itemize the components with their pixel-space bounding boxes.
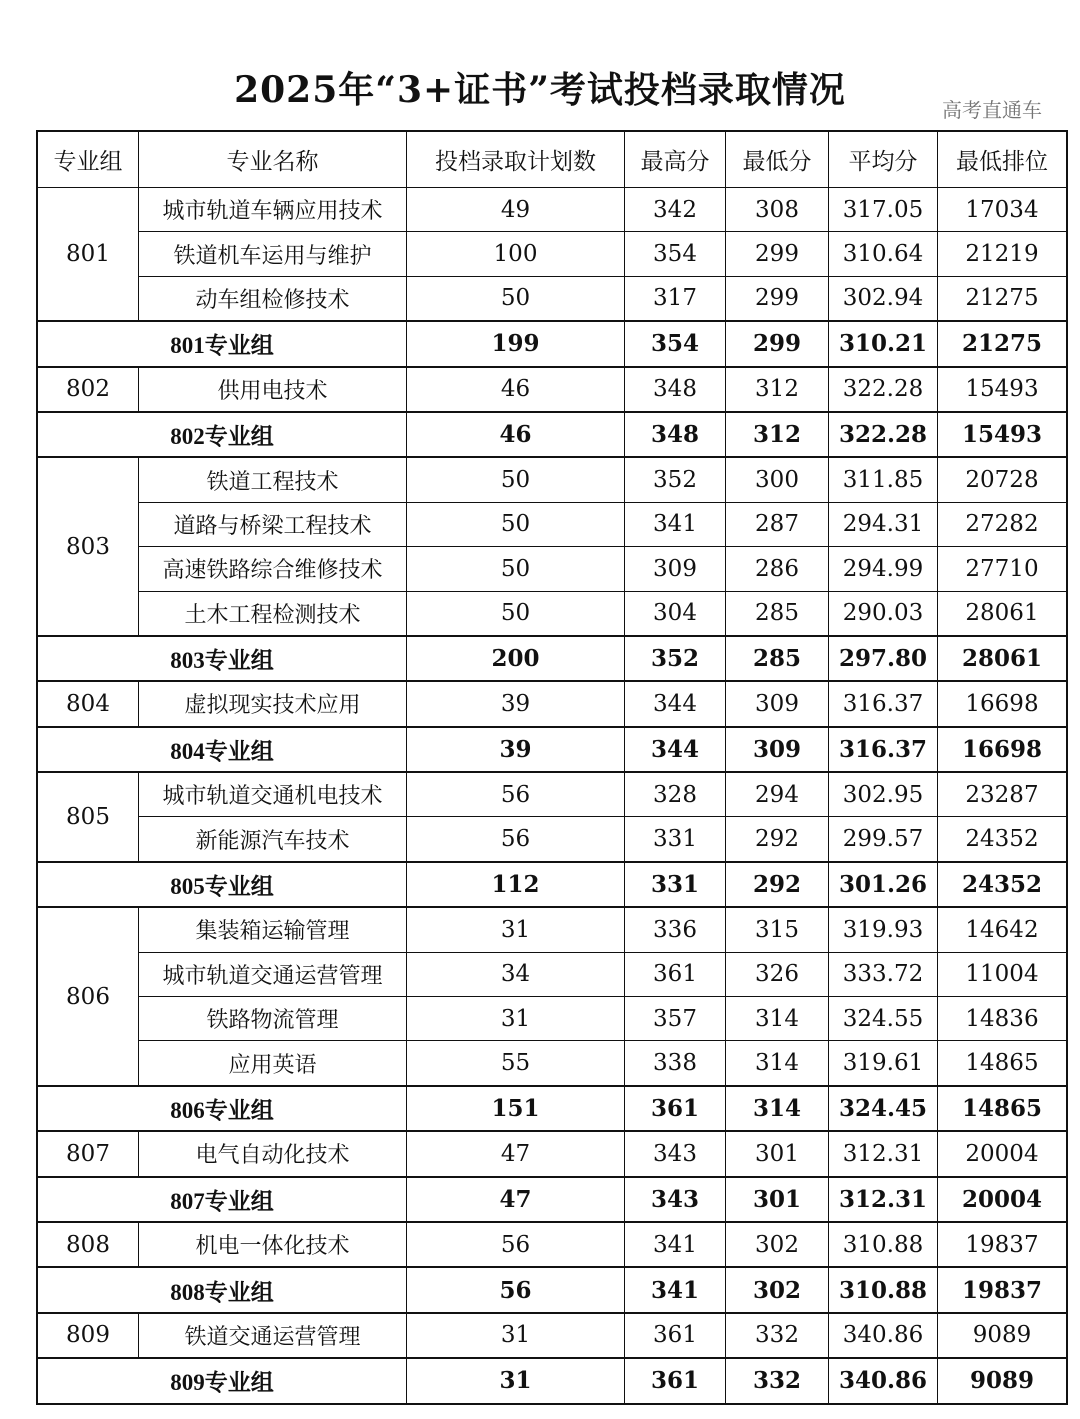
plan-count: 50 bbox=[407, 591, 625, 636]
plan-count: 56 bbox=[407, 772, 625, 817]
min-rank: 11004 bbox=[938, 952, 1068, 996]
summary-min-score: 309 bbox=[726, 727, 829, 772]
summary-min-score: 332 bbox=[726, 1358, 829, 1403]
plan-count: 31 bbox=[407, 1313, 625, 1358]
plan-count: 50 bbox=[407, 547, 625, 591]
min-rank: 14642 bbox=[938, 907, 1068, 952]
group-code: 804 bbox=[37, 681, 139, 726]
group-code: 802 bbox=[37, 367, 139, 412]
major-name: 铁路物流管理 bbox=[139, 997, 407, 1041]
major-name: 虚拟现实技术应用 bbox=[139, 681, 407, 726]
header-avg: 平均分 bbox=[829, 131, 938, 188]
min-rank: 27282 bbox=[938, 502, 1068, 546]
group-summary-row bbox=[37, 1267, 1067, 1312]
group-code: 801 bbox=[37, 188, 139, 322]
plan-count: 50 bbox=[407, 502, 625, 546]
table-row bbox=[37, 997, 1067, 1041]
group-code: 805 bbox=[37, 772, 139, 862]
group-summary-row bbox=[37, 862, 1067, 907]
table-row bbox=[37, 591, 1067, 636]
min-rank: 17034 bbox=[938, 188, 1068, 232]
summary-label: 801专业组 bbox=[37, 321, 407, 366]
min-score: 326 bbox=[726, 952, 829, 996]
summary-max-score: 344 bbox=[625, 727, 726, 772]
min-score: 285 bbox=[726, 591, 829, 636]
avg-score: 310.88 bbox=[829, 1222, 938, 1267]
header-plan: 投档录取计划数 bbox=[407, 131, 625, 188]
table-row bbox=[37, 1131, 1067, 1176]
min-score: 299 bbox=[726, 232, 829, 276]
header-rank: 最低排位 bbox=[938, 131, 1068, 188]
min-rank: 20004 bbox=[938, 1131, 1068, 1176]
summary-max-score: 331 bbox=[625, 862, 726, 907]
min-score: 314 bbox=[726, 997, 829, 1041]
summary-max-score: 361 bbox=[625, 1086, 726, 1131]
summary-plan-count: 39 bbox=[407, 727, 625, 772]
group-summary-row bbox=[37, 1177, 1067, 1222]
plan-count: 100 bbox=[407, 232, 625, 276]
table-row bbox=[37, 502, 1067, 546]
avg-score: 333.72 bbox=[829, 952, 938, 996]
max-score: 336 bbox=[625, 907, 726, 952]
summary-label: 806专业组 bbox=[37, 1086, 407, 1131]
min-score: 308 bbox=[726, 188, 829, 232]
avg-score: 302.94 bbox=[829, 276, 938, 321]
summary-label: 809专业组 bbox=[37, 1358, 407, 1403]
plan-count: 50 bbox=[407, 276, 625, 321]
group-code: 807 bbox=[37, 1131, 139, 1176]
major-name: 新能源汽车技术 bbox=[139, 817, 407, 862]
table-row bbox=[37, 817, 1067, 862]
min-score: 309 bbox=[726, 681, 829, 726]
plan-count: 34 bbox=[407, 952, 625, 996]
max-score: 361 bbox=[625, 1313, 726, 1358]
max-score: 348 bbox=[625, 367, 726, 412]
plan-count: 50 bbox=[407, 457, 625, 502]
avg-score: 319.61 bbox=[829, 1041, 938, 1086]
avg-score: 294.99 bbox=[829, 547, 938, 591]
table-row bbox=[37, 1222, 1067, 1267]
min-rank: 20728 bbox=[938, 457, 1068, 502]
max-score: 361 bbox=[625, 952, 726, 996]
summary-max-score: 361 bbox=[625, 1358, 726, 1403]
summary-min-rank: 16698 bbox=[938, 727, 1068, 772]
summary-min-rank: 28061 bbox=[938, 636, 1068, 681]
major-name: 电气自动化技术 bbox=[139, 1131, 407, 1176]
avg-score: 299.57 bbox=[829, 817, 938, 862]
summary-plan-count: 151 bbox=[407, 1086, 625, 1131]
avg-score: 310.64 bbox=[829, 232, 938, 276]
group-summary-row bbox=[37, 636, 1067, 681]
avg-score: 316.37 bbox=[829, 681, 938, 726]
max-score: 354 bbox=[625, 232, 726, 276]
table-row bbox=[37, 188, 1067, 232]
header-major: 专业名称 bbox=[139, 131, 407, 188]
min-rank: 28061 bbox=[938, 591, 1068, 636]
min-score: 292 bbox=[726, 817, 829, 862]
table-row bbox=[37, 1313, 1067, 1358]
summary-plan-count: 56 bbox=[407, 1267, 625, 1312]
summary-avg-score: 322.28 bbox=[829, 412, 938, 457]
major-name: 机电一体化技术 bbox=[139, 1222, 407, 1267]
plan-count: 39 bbox=[407, 681, 625, 726]
major-name: 城市轨道交通运营管理 bbox=[139, 952, 407, 996]
max-score: 338 bbox=[625, 1041, 726, 1086]
max-score: 317 bbox=[625, 276, 726, 321]
admission-table bbox=[36, 130, 1068, 1405]
group-code: 806 bbox=[37, 907, 139, 1086]
min-rank: 24352 bbox=[938, 817, 1068, 862]
plan-count: 46 bbox=[407, 367, 625, 412]
min-score: 286 bbox=[726, 547, 829, 591]
table-row bbox=[37, 367, 1067, 412]
max-score: 328 bbox=[625, 772, 726, 817]
table-row bbox=[37, 276, 1067, 321]
summary-min-rank: 14865 bbox=[938, 1086, 1068, 1131]
max-score: 331 bbox=[625, 817, 726, 862]
plan-count: 49 bbox=[407, 188, 625, 232]
avg-score: 312.31 bbox=[829, 1131, 938, 1176]
major-name: 道路与桥梁工程技术 bbox=[139, 502, 407, 546]
table-row bbox=[37, 907, 1067, 952]
min-score: 294 bbox=[726, 772, 829, 817]
min-score: 287 bbox=[726, 502, 829, 546]
group-summary-row bbox=[37, 727, 1067, 772]
summary-label: 803专业组 bbox=[37, 636, 407, 681]
avg-score: 290.03 bbox=[829, 591, 938, 636]
summary-min-rank: 19837 bbox=[938, 1267, 1068, 1312]
header-max: 最高分 bbox=[625, 131, 726, 188]
max-score: 341 bbox=[625, 502, 726, 546]
summary-label: 805专业组 bbox=[37, 862, 407, 907]
summary-label: 802专业组 bbox=[37, 412, 407, 457]
min-score: 301 bbox=[726, 1131, 829, 1176]
summary-min-rank: 24352 bbox=[938, 862, 1068, 907]
summary-min-score: 299 bbox=[726, 321, 829, 366]
min-score: 299 bbox=[726, 276, 829, 321]
summary-plan-count: 47 bbox=[407, 1177, 625, 1222]
summary-plan-count: 199 bbox=[407, 321, 625, 366]
min-rank: 21219 bbox=[938, 232, 1068, 276]
summary-max-score: 352 bbox=[625, 636, 726, 681]
min-rank: 27710 bbox=[938, 547, 1068, 591]
min-rank: 14865 bbox=[938, 1041, 1068, 1086]
summary-min-rank: 20004 bbox=[938, 1177, 1068, 1222]
table-row bbox=[37, 547, 1067, 591]
summary-plan-count: 200 bbox=[407, 636, 625, 681]
avg-score: 294.31 bbox=[829, 502, 938, 546]
min-score: 312 bbox=[726, 367, 829, 412]
group-summary-row bbox=[37, 1358, 1067, 1403]
min-score: 315 bbox=[726, 907, 829, 952]
summary-label: 804专业组 bbox=[37, 727, 407, 772]
summary-avg-score: 301.26 bbox=[829, 862, 938, 907]
table-row bbox=[37, 952, 1067, 996]
min-rank: 15493 bbox=[938, 367, 1068, 412]
summary-avg-score: 310.88 bbox=[829, 1267, 938, 1312]
table-row bbox=[37, 457, 1067, 502]
group-summary-row bbox=[37, 321, 1067, 366]
plan-count: 31 bbox=[407, 997, 625, 1041]
summary-max-score: 354 bbox=[625, 321, 726, 366]
max-score: 304 bbox=[625, 591, 726, 636]
summary-avg-score: 312.31 bbox=[829, 1177, 938, 1222]
page-title: 2025年“3+证书”考试投档录取情况 bbox=[234, 69, 846, 111]
avg-score: 311.85 bbox=[829, 457, 938, 502]
summary-max-score: 341 bbox=[625, 1267, 726, 1312]
major-name: 动车组检修技术 bbox=[139, 276, 407, 321]
summary-min-score: 314 bbox=[726, 1086, 829, 1131]
avg-score: 319.93 bbox=[829, 907, 938, 952]
plan-count: 31 bbox=[407, 907, 625, 952]
summary-avg-score: 340.86 bbox=[829, 1358, 938, 1403]
avg-score: 324.55 bbox=[829, 997, 938, 1041]
min-rank: 21275 bbox=[938, 276, 1068, 321]
plan-count: 56 bbox=[407, 817, 625, 862]
summary-min-score: 302 bbox=[726, 1267, 829, 1312]
min-score: 314 bbox=[726, 1041, 829, 1086]
plan-count: 47 bbox=[407, 1131, 625, 1176]
summary-min-score: 301 bbox=[726, 1177, 829, 1222]
summary-plan-count: 46 bbox=[407, 412, 625, 457]
group-code: 809 bbox=[37, 1313, 139, 1358]
summary-avg-score: 324.45 bbox=[829, 1086, 938, 1131]
major-name: 铁道机车运用与维护 bbox=[139, 232, 407, 276]
max-score: 343 bbox=[625, 1131, 726, 1176]
header-min: 最低分 bbox=[726, 131, 829, 188]
summary-label: 808专业组 bbox=[37, 1267, 407, 1312]
table-row bbox=[37, 232, 1067, 276]
avg-score: 302.95 bbox=[829, 772, 938, 817]
min-score: 300 bbox=[726, 457, 829, 502]
table-row bbox=[37, 681, 1067, 726]
plan-count: 55 bbox=[407, 1041, 625, 1086]
summary-min-rank: 9089 bbox=[938, 1358, 1068, 1403]
table-body bbox=[37, 188, 1067, 1404]
summary-min-score: 285 bbox=[726, 636, 829, 681]
summary-label: 807专业组 bbox=[37, 1177, 407, 1222]
header-group: 专业组 bbox=[37, 131, 139, 188]
min-score: 302 bbox=[726, 1222, 829, 1267]
group-summary-row bbox=[37, 1086, 1067, 1131]
max-score: 342 bbox=[625, 188, 726, 232]
max-score: 357 bbox=[625, 997, 726, 1041]
min-rank: 14836 bbox=[938, 997, 1068, 1041]
major-name: 应用英语 bbox=[139, 1041, 407, 1086]
group-code: 803 bbox=[37, 457, 139, 636]
min-score: 332 bbox=[726, 1313, 829, 1358]
header-row bbox=[37, 131, 1067, 188]
major-name: 城市轨道交通机电技术 bbox=[139, 772, 407, 817]
summary-min-score: 292 bbox=[726, 862, 829, 907]
major-name: 集装箱运输管理 bbox=[139, 907, 407, 952]
summary-plan-count: 31 bbox=[407, 1358, 625, 1403]
summary-min-score: 312 bbox=[726, 412, 829, 457]
min-rank: 9089 bbox=[938, 1313, 1068, 1358]
major-name: 供用电技术 bbox=[139, 367, 407, 412]
summary-plan-count: 112 bbox=[407, 862, 625, 907]
major-name: 铁道工程技术 bbox=[139, 457, 407, 502]
table-row bbox=[37, 1041, 1067, 1086]
max-score: 352 bbox=[625, 457, 726, 502]
summary-avg-score: 297.80 bbox=[829, 636, 938, 681]
major-name: 高速铁路综合维修技术 bbox=[139, 547, 407, 591]
min-rank: 23287 bbox=[938, 772, 1068, 817]
major-name: 铁道交通运营管理 bbox=[139, 1313, 407, 1358]
max-score: 344 bbox=[625, 681, 726, 726]
summary-avg-score: 310.21 bbox=[829, 321, 938, 366]
summary-max-score: 343 bbox=[625, 1177, 726, 1222]
group-code: 808 bbox=[37, 1222, 139, 1267]
avg-score: 317.05 bbox=[829, 188, 938, 232]
summary-avg-score: 316.37 bbox=[829, 727, 938, 772]
max-score: 309 bbox=[625, 547, 726, 591]
plan-count: 56 bbox=[407, 1222, 625, 1267]
watermark: 高考直通车 bbox=[942, 98, 1042, 122]
avg-score: 322.28 bbox=[829, 367, 938, 412]
min-rank: 16698 bbox=[938, 681, 1068, 726]
major-name: 土木工程检测技术 bbox=[139, 591, 407, 636]
summary-min-rank: 15493 bbox=[938, 412, 1068, 457]
summary-max-score: 348 bbox=[625, 412, 726, 457]
min-rank: 19837 bbox=[938, 1222, 1068, 1267]
major-name: 城市轨道车辆应用技术 bbox=[139, 188, 407, 232]
summary-min-rank: 21275 bbox=[938, 321, 1068, 366]
table-row bbox=[37, 772, 1067, 817]
avg-score: 340.86 bbox=[829, 1313, 938, 1358]
max-score: 341 bbox=[625, 1222, 726, 1267]
group-summary-row bbox=[37, 412, 1067, 457]
